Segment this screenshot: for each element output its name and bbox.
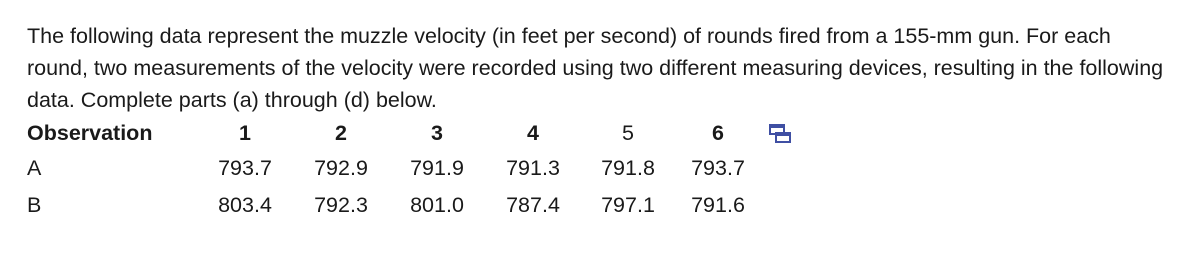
table-header-row (27, 116, 819, 150)
problem-statement: The following data represent the muzzle velocity (in feet per second) of rounds fired from a 155-mm gun. For each round, two measurements of the velocity were recorded using two different measuring devices, resulting in the following data. Complete parts (a) through (d) below. (27, 24, 1164, 112)
cell-b-2: 792.3 (314, 193, 368, 217)
cell-a-4: 791.3 (506, 156, 560, 180)
cell-b-1: 803.4 (218, 193, 272, 217)
cell-b-5: 797.1 (601, 193, 655, 217)
row-label-a: A (27, 156, 42, 180)
cell-a-6: 793.7 (691, 156, 745, 180)
column-header-2: 2 (335, 120, 347, 145)
row-label-b: B (27, 193, 42, 217)
copy-icon-cell (761, 116, 819, 150)
table-row-a (27, 150, 819, 187)
column-header-6: 6 (712, 120, 724, 145)
cell-b-6: 791.6 (691, 193, 745, 217)
column-header-1: 1 (239, 120, 251, 145)
cell-a-1: 793.7 (218, 156, 272, 180)
observation-header: Observation (27, 120, 153, 145)
cell-a-2: 792.9 (314, 156, 368, 180)
column-header-3: 3 (431, 120, 443, 145)
data-table (27, 116, 819, 224)
column-header-4: 4 (527, 120, 539, 145)
column-header-5: 5 (622, 120, 634, 145)
cell-b-3: 801.0 (410, 193, 464, 217)
cell-a-5: 791.8 (601, 156, 655, 180)
cell-a-3: 791.9 (410, 156, 464, 180)
copy-data-icon[interactable] (769, 124, 791, 144)
table-row-b (27, 187, 819, 224)
cell-b-4: 787.4 (506, 193, 560, 217)
